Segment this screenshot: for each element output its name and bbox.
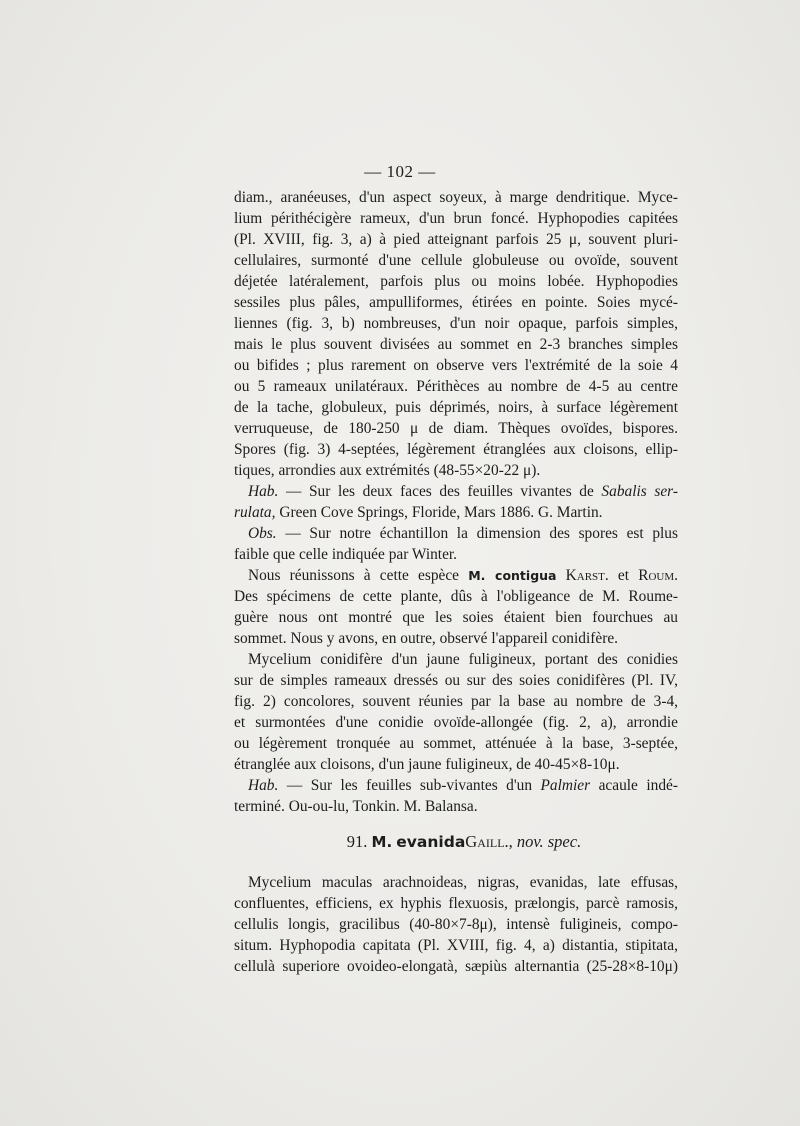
text-line: cellulà superiore ovoideo-elongatà, sæpiùs alternantia (25-28×8-10μ)	[234, 958, 678, 975]
text-line: Mycelium maculas arachnoideas, nigras, evanidas, late effusas,	[248, 874, 678, 891]
text-line: sommet. Nous y avons, en outre, observé l'appareil conidifère.	[234, 630, 619, 647]
paragraph-synonymy	[234, 565, 678, 649]
host-name-continued: rulata,	[234, 504, 276, 521]
hab-label: Hab.	[248, 483, 279, 500]
text-line: liennes (fig. 3, b) nombreuses, d'un noir opaque, parfois simples,	[234, 315, 678, 332]
hab-text: — Sur les deux faces des feuilles vivantes de	[285, 483, 594, 500]
hab-text: — Sur les feuilles sub-vivantes d'un	[286, 777, 533, 794]
text-line: mais le plus souvent divisées au sommet en 2-3 branches simples	[234, 336, 678, 353]
text-line: ou légèrement tronquée au sommet, atténuée à la base, 3-septée,	[234, 735, 678, 752]
text-line: ou bifides ; plus rarement on observe vers l'extrémité de la soie 4	[234, 357, 678, 374]
observation-note	[234, 523, 678, 565]
genus-abbrev: M.	[371, 833, 393, 851]
text-line: cellulis longis, gracilibus (40-80×7-8μ), intensè fuligineis, compo-	[234, 916, 678, 933]
text-line: diam., aranéeuses, d'un aspect soyeux, à marge dendritique. Myce-	[234, 189, 678, 206]
conjunction: et	[617, 567, 630, 584]
author-name: Roum.	[638, 567, 678, 584]
text-line: sessiles plus pâles, ampulliformes, étirées en pointe. Soies mycé-	[234, 294, 678, 311]
text-line: et surmontées d'une conidie ovoïde-allongée (fig. 2, a), arrondie	[234, 714, 678, 731]
paragraph-conidial-mycelium	[234, 649, 678, 775]
species-epithet: evanida	[396, 833, 466, 851]
species-author: Gaill.,	[465, 832, 513, 851]
latin-description	[234, 872, 678, 977]
text-line: confluentes, efficiens, ex hyphis flexuosis, prælongis, parcè ramosis,	[234, 895, 678, 912]
text-line: lium périthécigère rameux, d'un brun foncé. Hyphopodies capitées	[234, 210, 678, 227]
text-line: ou 5 rameaux unilatéraux. Périthèces au nombre de 4-5 au centre	[234, 378, 678, 395]
text-line: étranglée aux cloisons, d'un jaune fuligineux, de 40-45×8-10μ.	[234, 756, 620, 773]
habitat-note-1	[234, 481, 678, 523]
text-line: sur de simples rameaux dressés ou sur des soies conidifères (Pl. IV,	[234, 672, 678, 689]
synonymy-text: Nous réunissons à cette espèce	[248, 567, 460, 584]
text-line: tiques, arrondies aux extrémités (48-55×20-22 μ).	[234, 462, 541, 479]
hab-text: acaule indé-	[598, 777, 678, 794]
host-name: Sabalis ser-	[601, 483, 678, 500]
habitat-note-2	[234, 775, 678, 817]
text-line: Mycelium conidifère d'un jaune fuligineux, portant des conidies	[248, 651, 678, 668]
text-line: de la tache, globuleux, puis déprimés, noirs, à surface légèrement	[234, 399, 678, 416]
text-line: Des spécimens de cette plante, dûs à l'obligeance de M. Roume-	[234, 588, 678, 605]
text-line: cellulaires, surmonté d'une cellule globuleuse ou ovoïde, souvent	[234, 252, 678, 269]
text-line: Spores (fig. 3) 4-septées, légèrement étranglées aux cloisons, ellip-	[234, 441, 678, 458]
author-name: Karst.	[565, 567, 609, 584]
hab-label: Hab.	[248, 777, 279, 794]
species-number: 91.	[346, 832, 368, 851]
paragraph-description-french	[234, 187, 678, 481]
obs-text: — Sur notre échantillon la dimension des spores est plus	[285, 525, 678, 542]
text-line: faible que celle indiquée par Winter.	[234, 546, 458, 563]
species-heading	[234, 831, 678, 852]
text-line: terminé. Ou-ou-lu, Tonkin. M. Balansa.	[234, 798, 478, 815]
hab-text: Green Cove Springs, Floride, Mars 1886. G. Martin.	[279, 504, 603, 521]
page-number: — 102 —	[364, 162, 436, 181]
page-body	[234, 187, 678, 977]
obs-label: Obs.	[248, 525, 277, 542]
text-line: déjetée latéralement, parfois plus ou moins lobée. Hyphopodies	[234, 273, 678, 290]
text-line: fig. 2) concolores, souvent réunies par la base au nombre de 3-4,	[234, 693, 678, 710]
host-name: Palmier	[540, 777, 591, 794]
species-reference: M. contigua	[468, 568, 557, 583]
nov-spec-label: nov. spec.	[516, 832, 582, 851]
text-line: situm. Hyphopodia capitata (Pl. XVIII, fig. 4, a) distantia, stipitata,	[234, 937, 678, 954]
text-line: guère nous ont montré que les soies étaient bien fourchues au	[234, 609, 678, 626]
text-line: verruqueuse, de 180-250 μ de diam. Thèques ovoïdes, bispores.	[234, 420, 678, 437]
text-line: (Pl. XVIII, fig. 3, a) à pied atteignant parfois 25 μ, souvent pluri-	[234, 231, 678, 248]
